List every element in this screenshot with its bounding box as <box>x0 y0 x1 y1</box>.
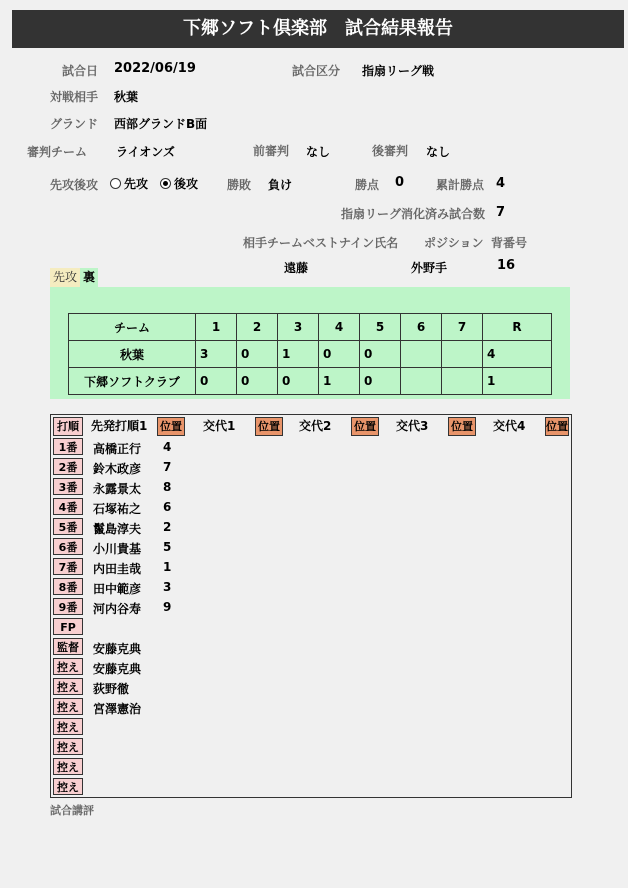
opponent-label: 対戦相手 <box>50 90 99 104</box>
lineup-player-position[interactable]: 5 <box>163 540 172 554</box>
lineup-player-position[interactable]: 9 <box>163 600 172 614</box>
best9-label: 相手チームベストナイン氏名 <box>243 236 399 250</box>
rear-umpire-value[interactable]: なし <box>426 145 451 159</box>
lineup-row-label: 控え <box>53 738 83 755</box>
umpire-team-label: 審判チーム <box>27 145 88 159</box>
lineup-player-position[interactable]: 4 <box>163 440 172 454</box>
played-label: 指扇リーグ消化済み試合数 <box>341 207 486 221</box>
score-cell[interactable] <box>442 341 483 368</box>
total-points-value[interactable]: 4 <box>496 176 506 191</box>
scoreboard-table <box>68 313 552 395</box>
rear-umpire-label: 後審判 <box>372 144 409 158</box>
lineup-player-name[interactable]: 高橋正行 <box>93 442 142 456</box>
lineup-row-label: 控え <box>53 658 83 675</box>
runs-cell[interactable]: 4 <box>483 341 552 368</box>
lineup-header-pos: 位置 <box>351 417 379 436</box>
lineup-row-label: 5番 <box>53 518 83 535</box>
number-value[interactable]: 16 <box>497 258 516 273</box>
tab-bottom-inning[interactable]: 裏 <box>80 268 98 287</box>
lineup-player-name[interactable]: 荻野徹 <box>93 682 130 696</box>
scoreboard-row <box>69 368 552 395</box>
radio-first[interactable]: 先攻 <box>110 175 148 192</box>
lineup-header-sub1: 交代1 <box>203 419 236 433</box>
points-value[interactable]: 0 <box>395 175 405 190</box>
lineup-player-name[interactable]: 安藤克典 <box>93 642 142 656</box>
ground-value[interactable]: 西部グランドB面 <box>114 117 208 131</box>
lineup-player-position[interactable]: 6 <box>163 500 172 514</box>
lineup-player-position[interactable]: 1 <box>163 560 172 574</box>
result-label: 勝敗 <box>227 178 252 192</box>
opponent-value[interactable]: 秋葉 <box>114 90 139 104</box>
lineup-header-pos: 位置 <box>157 417 185 436</box>
lineup-player-name[interactable]: 宮澤憲治 <box>93 702 142 716</box>
position-label: ポジション <box>424 236 484 250</box>
lineup-header-sub4: 交代4 <box>493 419 526 433</box>
lineup-row-label: 4番 <box>53 498 83 515</box>
radio-first-icon <box>110 178 121 189</box>
front-umpire-label: 前審判 <box>253 144 290 158</box>
front-umpire-value[interactable]: なし <box>306 145 331 159</box>
lineup-header-sub3: 交代3 <box>396 419 429 433</box>
lineup-header-starter: 先発打順1 <box>91 419 148 433</box>
scoreboard-header-inning: 2 <box>237 314 278 341</box>
scoreboard-header-inning: 7 <box>442 314 483 341</box>
scoreboard-row <box>69 341 552 368</box>
lineup-player-position[interactable]: 7 <box>163 460 172 474</box>
score-cell[interactable]: 0 <box>319 341 360 368</box>
lineup-player-name[interactable]: 永露景太 <box>93 482 142 496</box>
lineup-row-label: 監督 <box>53 638 83 655</box>
lineup-row-label: 控え <box>53 718 83 735</box>
lineup-player-position[interactable]: 8 <box>163 480 172 494</box>
kind-label: 試合区分 <box>292 64 341 78</box>
scoreboard-header-inning: 4 <box>319 314 360 341</box>
umpire-team-value[interactable]: ライオンズ <box>116 145 175 159</box>
lineup-row-label: 7番 <box>53 558 83 575</box>
radio-second-icon <box>160 178 171 189</box>
lineup-player-position[interactable]: 3 <box>163 580 172 594</box>
lineup-row-label: 6番 <box>53 538 83 555</box>
lineup-player-name[interactable]: 石塚祐之 <box>93 502 142 516</box>
position-value[interactable]: 外野手 <box>411 261 448 275</box>
best9-value[interactable]: 遠藤 <box>284 261 309 275</box>
score-cell[interactable]: 0 <box>278 368 319 395</box>
lineup-header-pos: 位置 <box>545 417 569 436</box>
score-cell[interactable]: 0 <box>360 368 401 395</box>
scoreboard-team: 下郷ソフトクラブ <box>69 368 196 395</box>
date-label: 試合日 <box>62 64 99 78</box>
lineup-player-name[interactable]: 鈴木政彦 <box>93 462 142 476</box>
scoreboard-header-inning: 1 <box>196 314 237 341</box>
scoreboard-header-inning: 6 <box>401 314 442 341</box>
lineup-header-sub2: 交代2 <box>299 419 332 433</box>
lineup-row-label: 9番 <box>53 598 83 615</box>
lineup-row-label: 控え <box>53 778 83 795</box>
lineup-player-name[interactable]: 安藤克典 <box>93 662 142 676</box>
lineup-header-pos: 位置 <box>448 417 476 436</box>
score-cell[interactable]: 0 <box>237 368 278 395</box>
number-label: 背番号 <box>491 236 528 250</box>
score-cell[interactable]: 0 <box>196 368 237 395</box>
lineup-player-name[interactable]: 河内谷寿 <box>93 602 142 616</box>
lineup-row-label: FP <box>53 618 83 635</box>
score-cell[interactable] <box>442 368 483 395</box>
lineup-header-pos: 位置 <box>255 417 283 436</box>
lineup-player-name[interactable]: 内田圭哉 <box>93 562 142 576</box>
lineup-player-name[interactable]: 小川貴基 <box>93 542 142 556</box>
kind-value[interactable]: 指扇リーグ戦 <box>362 64 435 78</box>
score-cell[interactable]: 3 <box>196 341 237 368</box>
tab-top-inning[interactable]: 先攻 <box>50 268 80 287</box>
lineup-row-label: 控え <box>53 758 83 775</box>
score-cell[interactable] <box>401 341 442 368</box>
scoreboard-header-team: チーム <box>69 314 196 341</box>
lineup-player-name[interactable]: 鬣島淳夫 <box>93 522 142 536</box>
score-cell[interactable]: 1 <box>319 368 360 395</box>
page-title: 下郷ソフト倶楽部 試合結果報告 <box>12 10 624 48</box>
radio-second[interactable]: 後攻 <box>160 175 198 192</box>
scoreboard-header-inning: 3 <box>278 314 319 341</box>
runs-cell[interactable]: 1 <box>483 368 552 395</box>
played-value[interactable]: 7 <box>496 205 506 220</box>
lineup-row-label: 1番 <box>53 438 83 455</box>
result-value[interactable]: 負け <box>268 178 293 192</box>
lineup-row-label: 2番 <box>53 458 83 475</box>
lineup-header-order: 打順 <box>53 417 83 436</box>
lineup-row-label: 3番 <box>53 478 83 495</box>
lineup-player-name[interactable]: 田中範彦 <box>93 582 142 596</box>
lineup-row-label: 8番 <box>53 578 83 595</box>
score-cell[interactable]: 0 <box>360 341 401 368</box>
score-cell[interactable]: 0 <box>237 341 278 368</box>
total-points-label: 累計勝点 <box>436 178 485 192</box>
ground-label: グランド <box>50 117 99 131</box>
scoreboard-header-inning: 5 <box>360 314 401 341</box>
scoreboard-team: 秋葉 <box>69 341 196 368</box>
scoreboard-header-row <box>69 314 552 341</box>
lineup-player-position[interactable]: 2 <box>163 520 172 534</box>
scoreboard-header-runs: R <box>483 314 552 341</box>
date-value[interactable]: 2022/06/19 <box>114 61 196 76</box>
order-label: 先攻後攻 <box>50 178 99 192</box>
lineup-row-label: 控え <box>53 678 83 695</box>
lineup-row-label: 控え <box>53 698 83 715</box>
score-cell[interactable] <box>401 368 442 395</box>
remarks-label: 試合講評 <box>50 804 94 817</box>
points-label: 勝点 <box>355 178 380 192</box>
score-cell[interactable]: 1 <box>278 341 319 368</box>
lineup-panel <box>50 414 572 798</box>
